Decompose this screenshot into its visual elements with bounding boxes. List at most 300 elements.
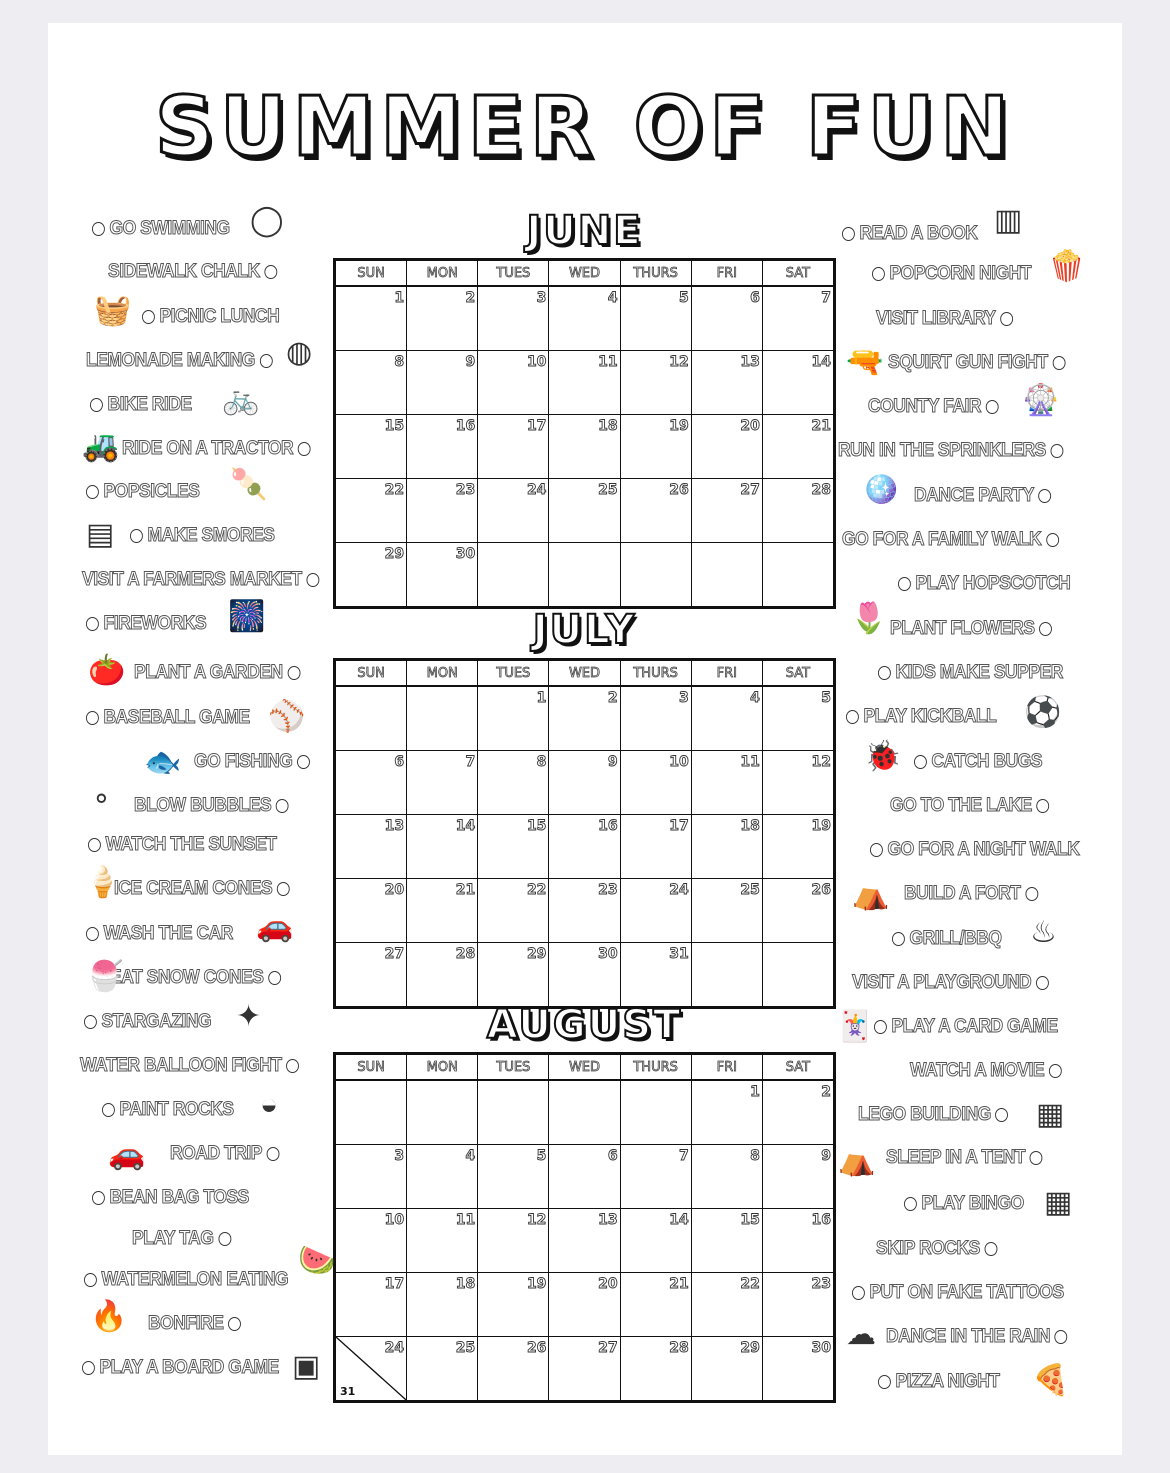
activity-label: BLOW BUBBLES <box>134 795 272 816</box>
activity-label: POPSICLES <box>103 481 200 502</box>
calendar-day-cell[interactable] <box>620 286 691 351</box>
activity-checkbox[interactable] <box>259 354 272 368</box>
day-number: 27 <box>384 946 405 962</box>
calendar-day-cell[interactable] <box>620 1145 691 1209</box>
activity-label: GO SWIMMING <box>109 218 230 239</box>
day-number: 10 <box>669 754 689 770</box>
calendar-day-cell[interactable] <box>407 286 478 351</box>
activity-item[interactable] <box>86 481 199 503</box>
activity-item[interactable] <box>846 706 996 728</box>
activity-checkbox[interactable] <box>86 711 99 725</box>
activity-item[interactable] <box>90 394 192 416</box>
day-number: 23 <box>455 482 476 498</box>
calendar-day-cell[interactable] <box>336 1080 407 1145</box>
ladybug-icon: 🐞 <box>864 740 902 773</box>
calendar-day-cell[interactable] <box>407 943 478 1007</box>
calendar-day-cell[interactable] <box>620 751 691 815</box>
calendar-day-cell[interactable] <box>336 415 407 479</box>
activity-checkbox[interactable] <box>1000 312 1013 326</box>
calendar-day-cell[interactable] <box>407 351 478 415</box>
activity-item[interactable] <box>890 618 1052 640</box>
activity-checkbox[interactable] <box>286 1059 299 1073</box>
baseball-icon: ⚾ <box>268 700 306 733</box>
activity-checkbox[interactable] <box>914 755 927 769</box>
day-number: 17 <box>526 418 547 434</box>
calendar-day-cell[interactable] <box>336 686 407 751</box>
calendar-day-cell[interactable] <box>478 879 549 943</box>
activity-checkbox[interactable] <box>904 1197 917 1211</box>
activity-item[interactable] <box>868 396 999 418</box>
calendar-day-cell[interactable] <box>762 479 833 543</box>
activity-item[interactable] <box>914 485 1051 507</box>
weekday-header: THURS <box>620 1055 691 1081</box>
activity-checkbox[interactable] <box>90 398 103 412</box>
activity-checkbox[interactable] <box>878 666 891 680</box>
activity-label: COUNTY FAIR <box>868 396 982 417</box>
activity-checkbox[interactable] <box>92 222 105 236</box>
calendar-day-cell[interactable] <box>407 415 478 479</box>
activity-label: SIDEWALK CHALK <box>108 261 260 282</box>
activity-checkbox[interactable] <box>1050 444 1063 458</box>
activity-label: GO FOR A NIGHT WALK <box>887 839 1080 860</box>
calendar-day-cell[interactable] <box>407 815 478 879</box>
calendar-day-cell[interactable] <box>762 751 833 815</box>
activity-item[interactable] <box>122 438 311 460</box>
calendar-day-cell[interactable] <box>762 1273 833 1337</box>
activity-label: WASH THE CAR <box>103 923 233 944</box>
day-number: 15 <box>740 1212 760 1228</box>
calendar-day-cell[interactable] <box>478 543 549 607</box>
calendar-day-cell[interactable] <box>407 879 478 943</box>
day-number: 9 <box>465 354 476 370</box>
day-number: 23 <box>811 1276 831 1292</box>
activity-checkbox[interactable] <box>842 227 855 241</box>
calendar-day-cell[interactable] <box>691 1145 762 1209</box>
activity-checkbox[interactable] <box>898 577 911 591</box>
day-number: 16 <box>598 818 618 834</box>
day-number: 11 <box>740 754 760 770</box>
activity-item[interactable] <box>876 308 1013 330</box>
activity-checkbox[interactable] <box>86 485 99 499</box>
activity-item[interactable] <box>878 1371 1000 1393</box>
day-number: 10 <box>384 1212 405 1228</box>
lego-icon: ▦ <box>1036 1098 1065 1131</box>
calendar-day-cell[interactable] <box>478 1273 549 1337</box>
calendar-day-cell[interactable] <box>691 943 762 1007</box>
activity-checkbox[interactable] <box>1039 622 1052 636</box>
activity-label: PIZZA NIGHT <box>895 1371 1000 1392</box>
activity-checkbox[interactable] <box>218 1232 231 1246</box>
weekday-header: FRI <box>691 661 762 687</box>
activity-label: POPCORN NIGHT <box>889 263 1032 284</box>
activity-checkbox[interactable] <box>1025 887 1038 901</box>
calendar-day-cell[interactable] <box>549 751 620 815</box>
calendar-day-cell[interactable] <box>620 1273 691 1337</box>
calendar-day-cell[interactable] <box>620 815 691 879</box>
day-number: 12 <box>526 1212 547 1228</box>
day-number: 30 <box>811 1340 831 1356</box>
day-number: 10 <box>526 354 547 370</box>
weekday-header: SAT <box>762 261 833 287</box>
calendar-day-cell[interactable] <box>549 415 620 479</box>
activity-item[interactable] <box>914 751 1042 773</box>
activity-item[interactable] <box>148 1313 241 1335</box>
day-number: 29 <box>384 546 405 562</box>
activity-checkbox[interactable] <box>267 1147 280 1161</box>
calendar-day-cell[interactable] <box>407 1273 478 1337</box>
activity-item[interactable] <box>84 1269 288 1291</box>
activity-checkbox[interactable] <box>82 1361 95 1375</box>
calendar-day-cell[interactable] <box>336 751 407 815</box>
day-number: 9 <box>821 1148 831 1164</box>
page-title: SUMMER OF FUN <box>154 80 1016 175</box>
calendar-day-cell[interactable] <box>478 479 549 543</box>
calendar-day-cell[interactable] <box>407 686 478 751</box>
activity-label: GO FOR A FAMILY WALK <box>842 529 1042 550</box>
calendar-day-cell[interactable] <box>478 686 549 751</box>
calendar-day-cell[interactable] <box>407 1145 478 1209</box>
calendar-day-cell[interactable] <box>336 943 407 1007</box>
day-number: 14 <box>669 1212 689 1228</box>
activity-label: PLAY BINGO <box>921 1193 1024 1214</box>
calendar-day-cell[interactable] <box>620 543 691 607</box>
activity-checkbox[interactable] <box>1036 976 1049 990</box>
calendar-day-cell[interactable] <box>549 815 620 879</box>
month-title-july: JULY <box>532 607 637 653</box>
calendar-day-cell[interactable] <box>691 415 762 479</box>
day-number: 21 <box>455 882 476 898</box>
activity-item[interactable] <box>852 1282 1064 1304</box>
activity-item[interactable] <box>130 525 275 547</box>
activity-item[interactable] <box>904 883 1038 905</box>
calendar-day-cell[interactable] <box>549 1273 620 1337</box>
activity-item[interactable] <box>842 529 1059 551</box>
calendar-day-cell[interactable] <box>407 543 478 607</box>
calendar-day-cell[interactable] <box>691 1209 762 1273</box>
activity-item[interactable] <box>194 751 310 773</box>
activity-item[interactable] <box>132 1228 231 1250</box>
calendar-day-cell[interactable] <box>478 1337 549 1401</box>
day-number: 15 <box>384 418 405 434</box>
activity-item[interactable] <box>838 440 1063 462</box>
day-number: 4 <box>465 1148 476 1164</box>
calendar-day-cell[interactable] <box>549 286 620 351</box>
calendar-day-cell[interactable] <box>691 286 762 351</box>
activity-checkbox[interactable] <box>870 843 883 857</box>
weekday-header: SAT <box>762 1055 833 1081</box>
month-title-june: JUNE <box>526 208 643 254</box>
day-number: 26 <box>669 482 689 498</box>
calendar-day-cell[interactable] <box>620 351 691 415</box>
activity-checkbox[interactable] <box>277 882 290 896</box>
day-number: 22 <box>384 482 405 498</box>
calendar-day-cell[interactable] <box>620 479 691 543</box>
calendar-day-cell[interactable] <box>407 1337 478 1401</box>
activity-item[interactable] <box>872 263 1031 285</box>
activity-item[interactable] <box>92 1187 249 1209</box>
calendar-day-cell[interactable] <box>762 415 833 479</box>
calendar-day-cell[interactable] <box>336 879 407 943</box>
activity-label: SLEEP IN A TENT <box>886 1147 1026 1168</box>
calendar-day-cell[interactable] <box>691 879 762 943</box>
activity-item[interactable] <box>92 218 230 240</box>
calendar-day-cell[interactable] <box>549 943 620 1007</box>
calendar-day-cell[interactable] <box>762 286 833 351</box>
activity-item[interactable] <box>870 839 1079 861</box>
day-number: 17 <box>384 1276 405 1292</box>
activity-checkbox[interactable] <box>84 1273 97 1287</box>
day-number: 19 <box>669 418 689 434</box>
activity-checkbox[interactable] <box>84 1015 97 1029</box>
calendar-day-cell[interactable] <box>336 286 407 351</box>
activity-checkbox[interactable] <box>874 1020 887 1034</box>
activity-checkbox[interactable] <box>86 927 99 941</box>
activity-label: GO TO THE LAKE <box>890 795 1032 816</box>
calendar-day-cell[interactable] <box>620 879 691 943</box>
calendar-day-cell[interactable] <box>762 1080 833 1145</box>
activity-item[interactable] <box>142 306 279 328</box>
activity-label: PUT ON FAKE TATTOOS <box>869 1282 1064 1303</box>
calendar-day-cell[interactable] <box>762 879 833 943</box>
calendar-day-cell[interactable] <box>336 1273 407 1337</box>
calendar-day-cell[interactable] <box>620 415 691 479</box>
calendar-day-cell[interactable] <box>407 479 478 543</box>
activity-item[interactable] <box>892 928 1001 950</box>
activity-checkbox[interactable] <box>1052 356 1065 370</box>
calendar-day-cell[interactable] <box>620 943 691 1007</box>
calendar-day-cell[interactable] <box>762 815 833 879</box>
calendar-day-cell[interactable] <box>478 1080 549 1145</box>
activity-checkbox[interactable] <box>846 710 859 724</box>
day-number-31: 31 <box>340 1385 356 1398</box>
activity-checkbox[interactable] <box>892 932 905 946</box>
activity-label: SKIP ROCKS <box>876 1238 980 1259</box>
soccer-ball-icon: ⚽ <box>1024 696 1062 729</box>
activity-item[interactable] <box>82 1357 279 1379</box>
calendar-day-cell[interactable] <box>549 1080 620 1145</box>
activity-item[interactable] <box>898 573 1070 595</box>
calendar-day-cell[interactable] <box>762 686 833 751</box>
activity-item[interactable] <box>114 878 290 900</box>
day-number: 12 <box>811 754 831 770</box>
calendar-day-cell[interactable] <box>620 1209 691 1273</box>
activity-checkbox[interactable] <box>86 617 99 631</box>
activity-item[interactable] <box>86 923 233 945</box>
calendar-day-cell[interactable] <box>620 1080 691 1145</box>
activity-item[interactable] <box>170 1143 279 1165</box>
activity-item[interactable] <box>134 662 300 684</box>
day-number: 27 <box>598 1340 618 1356</box>
day-number: 6 <box>750 290 760 306</box>
activity-checkbox[interactable] <box>872 267 885 281</box>
activity-item[interactable] <box>878 662 1063 684</box>
calendar-july <box>333 658 836 1009</box>
activity-checkbox[interactable] <box>306 573 319 587</box>
calendar-day-cell[interactable] <box>336 1145 407 1209</box>
calendar-day-cell[interactable] <box>549 351 620 415</box>
popsicle-icon: 🍡 <box>230 468 268 501</box>
calendar-day-cell[interactable] <box>336 815 407 879</box>
calendar-day-cell[interactable] <box>549 543 620 607</box>
calendar-day-cell[interactable] <box>478 1209 549 1273</box>
calendar-day-cell[interactable] <box>549 1209 620 1273</box>
calendar-day-cell[interactable] <box>691 751 762 815</box>
day-number: 30 <box>455 546 476 562</box>
calendar-day-cell[interactable] <box>691 1337 762 1401</box>
popcorn-icon: 🍿 <box>1048 250 1086 283</box>
calendar-day-cell[interactable] <box>478 1145 549 1209</box>
calendar-day-cell[interactable] <box>478 943 549 1007</box>
activity-checkbox[interactable] <box>1046 533 1059 547</box>
weekday-header: MON <box>407 1055 478 1081</box>
activity-label: CATCH BUGS <box>931 751 1043 772</box>
activity-checkbox[interactable] <box>130 529 143 543</box>
calendar-day-cell[interactable] <box>691 815 762 879</box>
calendar-day-cell[interactable] <box>762 351 833 415</box>
activity-item[interactable] <box>102 1099 234 1121</box>
activity-item[interactable] <box>858 1104 1008 1126</box>
activity-item[interactable] <box>110 967 281 989</box>
day-number: 28 <box>669 1340 689 1356</box>
lemon-icon: ◍ <box>286 336 313 369</box>
activity-checkbox[interactable] <box>298 442 311 456</box>
day-number: 20 <box>740 418 760 434</box>
activity-checkbox[interactable] <box>102 1103 115 1117</box>
day-number: 26 <box>811 882 831 898</box>
activity-item[interactable] <box>910 1060 1062 1082</box>
activity-item[interactable] <box>80 1055 299 1077</box>
tent-icon: ⛺ <box>838 1144 876 1177</box>
activity-label: WATERMELON EATING <box>101 1269 289 1290</box>
calendar-day-cell[interactable] <box>691 351 762 415</box>
activity-item[interactable] <box>134 795 289 817</box>
calendar-day-cell[interactable] <box>478 351 549 415</box>
squirt-gun-icon: 🔫 <box>846 346 884 379</box>
activity-checkbox[interactable] <box>228 1317 241 1331</box>
calendar-day-cell[interactable] <box>762 943 833 1007</box>
activity-item[interactable] <box>86 350 272 372</box>
day-number: 13 <box>740 354 760 370</box>
activity-label: DANCE IN THE RAIN <box>886 1326 1051 1347</box>
calendar-day-cell[interactable] <box>549 479 620 543</box>
activity-checkbox[interactable] <box>852 1286 865 1300</box>
calendar-day-cell[interactable] <box>762 1145 833 1209</box>
car-wash-icon: 🚗 <box>256 910 294 943</box>
activity-item[interactable] <box>890 795 1049 817</box>
day-number: 18 <box>598 418 618 434</box>
calendar-day-cell[interactable] <box>336 351 407 415</box>
activity-item[interactable] <box>904 1193 1024 1215</box>
activity-item[interactable] <box>84 1011 211 1033</box>
calendar-day-cell[interactable] <box>336 479 407 543</box>
day-number: 2 <box>607 690 618 706</box>
activity-item[interactable] <box>886 1147 1043 1169</box>
calendar-day-cell[interactable] <box>762 543 833 607</box>
activity-checkbox[interactable] <box>287 666 300 680</box>
day-number: 6 <box>607 1148 618 1164</box>
calendar-day-cell[interactable] <box>549 686 620 751</box>
calendar-day-cell[interactable] <box>691 686 762 751</box>
activity-checkbox[interactable] <box>986 400 999 414</box>
calendar-day-cell[interactable] <box>478 751 549 815</box>
calendar-day-cell[interactable] <box>407 1209 478 1273</box>
activity-checkbox[interactable] <box>264 265 277 279</box>
ice-cream-icon: 🍦 <box>84 866 122 899</box>
activity-checkbox[interactable] <box>878 1375 891 1389</box>
calendar-day-cell[interactable] <box>620 1337 691 1401</box>
activity-item[interactable] <box>108 261 277 283</box>
calendar-day-cell[interactable] <box>407 751 478 815</box>
activity-item[interactable] <box>842 223 977 245</box>
calendar-day-cell[interactable] <box>620 686 691 751</box>
activity-item[interactable] <box>886 1326 1068 1348</box>
day-number: 9 <box>607 754 618 770</box>
activity-checkbox[interactable] <box>276 799 289 813</box>
activity-checkbox[interactable] <box>1055 1330 1068 1344</box>
activity-checkbox[interactable] <box>1036 799 1049 813</box>
activity-checkbox[interactable] <box>995 1108 1008 1122</box>
activity-item[interactable] <box>852 972 1049 994</box>
calendar-day-cell[interactable] <box>336 543 407 607</box>
day-number: 21 <box>811 418 831 434</box>
activity-label: PLAY A CARD GAME <box>891 1016 1058 1037</box>
calendar-day-cell[interactable] <box>407 1080 478 1145</box>
activity-checkbox[interactable] <box>88 838 101 852</box>
calendar-day-cell[interactable] <box>478 415 549 479</box>
activity-label: VISIT LIBRARY <box>876 308 996 329</box>
activity-item[interactable] <box>86 613 206 635</box>
calendar-day-cell[interactable] <box>691 543 762 607</box>
day-number: 1 <box>394 290 405 306</box>
calendar-day-cell[interactable] <box>762 1337 833 1401</box>
activity-checkbox[interactable] <box>1030 1151 1043 1165</box>
day-number: 17 <box>669 818 689 834</box>
day-number: 23 <box>598 882 618 898</box>
calendar-day-cell[interactable] <box>549 1337 620 1401</box>
activity-item[interactable] <box>876 1238 997 1260</box>
activity-checkbox[interactable] <box>984 1242 997 1256</box>
activity-checkbox[interactable] <box>92 1191 105 1205</box>
activity-item[interactable] <box>86 707 250 729</box>
activity-label: LEMONADE MAKING <box>86 350 255 371</box>
fish-icon: 🐟 <box>144 746 182 779</box>
activity-item[interactable] <box>874 1016 1058 1038</box>
activity-item[interactable] <box>888 352 1065 374</box>
activity-label: BUILD A FORT <box>904 883 1021 904</box>
calendar-day-cell[interactable] <box>549 879 620 943</box>
activity-checkbox[interactable] <box>1049 1064 1062 1078</box>
car-icon: 🚗 <box>108 1138 146 1171</box>
day-number: 3 <box>678 690 689 706</box>
activity-checkbox[interactable] <box>1039 489 1052 503</box>
calendar-day-cell[interactable] <box>549 1145 620 1209</box>
calendar-day-cell[interactable] <box>691 1273 762 1337</box>
calendar-day-cell[interactable] <box>691 479 762 543</box>
calendar-day-cell[interactable] <box>691 1080 762 1145</box>
activity-checkbox[interactable] <box>142 310 155 324</box>
activity-item[interactable] <box>82 569 319 591</box>
bingo-icon: ▦ <box>1044 1186 1073 1219</box>
activity-checkbox[interactable] <box>268 971 281 985</box>
activity-checkbox[interactable] <box>297 755 310 769</box>
calendar-day-cell[interactable] <box>762 1209 833 1273</box>
calendar-day-cell[interactable] <box>336 1209 407 1273</box>
day-number: 5 <box>821 690 831 706</box>
calendar-day-cell[interactable] <box>336 1337 407 1401</box>
calendar-day-cell[interactable] <box>478 815 549 879</box>
calendar-day-cell[interactable] <box>478 286 549 351</box>
activity-item[interactable] <box>88 834 276 856</box>
